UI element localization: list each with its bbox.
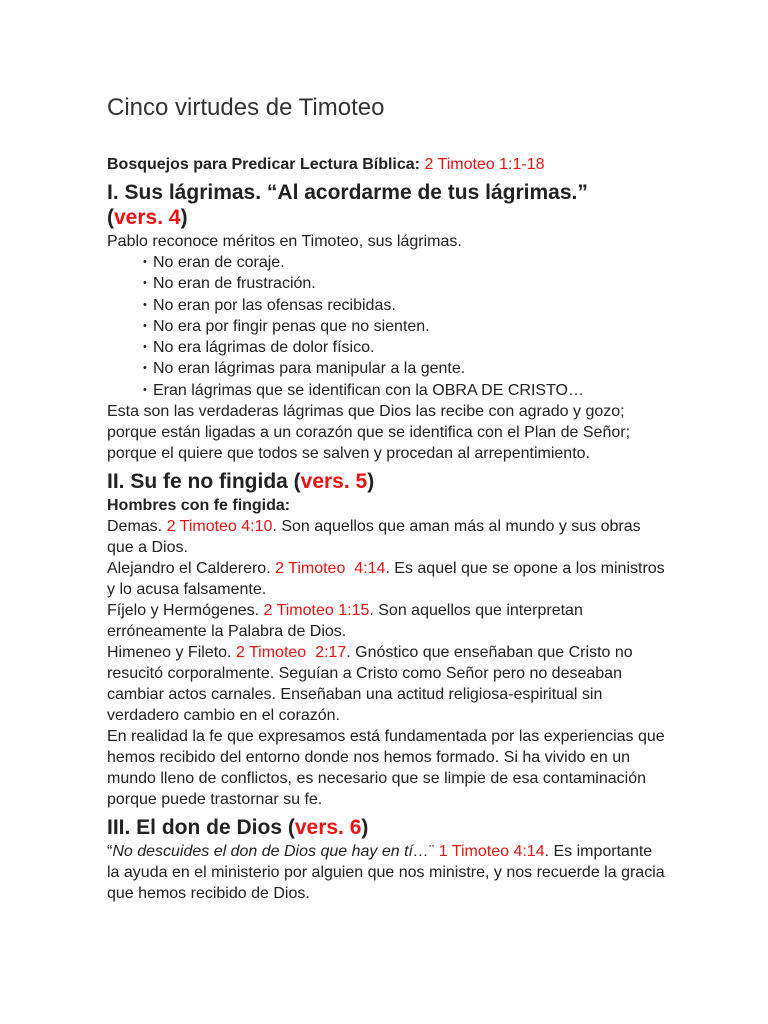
list-item (143, 337, 667, 358)
entry-name: Demas. (107, 518, 167, 536)
list-item-text: No era lágrimas de dolor físico. (153, 339, 375, 357)
section1-intro: Pablo reconoce méritos en Timoteo, sus lágrimas. (107, 233, 462, 250)
list-item-text: No eran lágrimas para manipular a la gente. (153, 360, 466, 378)
bullet-dot-icon: • (143, 362, 147, 375)
section2-entry (107, 642, 667, 726)
section1-closing: Esta son las verdaderas lágrimas que Dios las recibe con agrado y gozo; porque están ligadas a un corazón que se identifica con el Plan de Señor; porque el quiere que todos se salven y procedan al arrepentimiento. (107, 403, 631, 463)
section1-bullet-list (107, 252, 667, 401)
bullet-dot-icon: • (143, 341, 147, 354)
entry-reference-link[interactable]: 2 Timoteo 1:15 (263, 602, 370, 620)
bullet-dot-icon: • (143, 256, 147, 268)
section2-verse-link[interactable]: vers. 5 (300, 470, 368, 494)
section1-heading (107, 180, 667, 230)
section2-heading-close: ) (367, 470, 375, 494)
list-item-text: No era por fingir penas que no sienten. (153, 317, 430, 335)
section3-reference-link[interactable]: 1 Timoteo 4:14 (438, 843, 545, 861)
entry-text: . Gnóstico que enseñaban que Cristo no resucitó corporalmente. Seguían a Cristo como Señor pero no deseaban cambiar actos carnales. Enseñaban una actitud religiosa-espiritual sin verdadero cambio en el corazón. (107, 644, 633, 725)
section2-entry (107, 516, 667, 558)
section1-heading-paren-open: ( (107, 206, 114, 229)
list-item-text: No eran por las ofensas recibidas. (153, 296, 396, 314)
entry-text: . Son aquellos que interpretan erróneamente la Palabra de Dios. (107, 602, 583, 641)
list-item-text: Eran lágrimas que se identifican con la OBRA DE CRISTO… (153, 381, 584, 399)
section3-text: . Es importante la ayuda en el ministerio por alguien que nos ministre, y nos recuerde la gracia que hemos recibido de Dios. (107, 843, 665, 903)
entry-reference-link[interactable]: 2 Timoteo 2:17 (235, 644, 347, 662)
section2-entry (107, 558, 667, 600)
list-item (143, 316, 667, 337)
list-item (143, 273, 667, 294)
bullet-dot-icon: • (143, 383, 147, 396)
section3-verse-link[interactable]: vers. 6 (294, 816, 362, 840)
list-item (143, 252, 667, 273)
section2-closing: En realidad la fe que expresamos está fundamentada por las experiencias que hemos recibido del entorno donde nos hemos formado. Si ha vivido en un mundo lleno de conflictos, es necesario que se limpie de esa contaminación porque puede trastornar su fe. (107, 728, 665, 809)
quote-close-mark: ¨ (428, 843, 439, 861)
entry-reference-link[interactable]: 2 Timoteo 4:10 (166, 518, 273, 536)
section2-heading-text: II. Su fe no fingida ( (107, 470, 301, 494)
section3-heading-text: III. El don de Dios ( (107, 816, 295, 840)
section3-heading (107, 815, 667, 840)
entry-text: . Es aquel que se opone a los ministros y lo acusa falsamente. (107, 560, 665, 599)
section2-entry (107, 600, 667, 642)
list-item (143, 380, 667, 401)
section3-paragraph (107, 841, 667, 904)
bullet-dot-icon: • (143, 319, 147, 332)
bullet-dot-icon: • (143, 277, 147, 290)
page-title: Cinco virtudes de Timoteo (107, 94, 385, 121)
section3-quote: No descuides el don de Dios que hay en tí… (112, 843, 429, 861)
entry-name: Himeneo y Fileto. (107, 644, 236, 662)
bullet-dot-icon: • (143, 298, 147, 311)
section1-heading-paren-close: ) (180, 206, 188, 229)
quote-open-mark: “ (107, 843, 113, 861)
section2-subheading: Hombres con fe fingida: (107, 497, 291, 515)
list-item (143, 295, 667, 316)
list-item-text: No eran de coraje. (153, 254, 285, 271)
list-item (143, 358, 667, 379)
section1-verse-link[interactable]: vers. 4 (114, 206, 181, 229)
section2-heading (107, 469, 667, 494)
entry-name: Fíjelo y Hermógenes. (107, 602, 264, 620)
section1-heading-text: I. Sus lágrimas. “Al acordarme de tus lágrimas.” (107, 181, 588, 204)
list-item-text: No eran de frustración. (153, 275, 316, 293)
entry-name: Alejandro el Calderero. (107, 560, 276, 578)
section3-heading-close: ) (361, 816, 369, 840)
entry-reference-link[interactable]: 2 Timoteo 4:14 (275, 560, 386, 578)
subtitle-reference-link[interactable]: 2 Timoteo 1:1-18 (424, 156, 545, 173)
subtitle-label: Bosquejos para Predicar Lectura Bíblica: (107, 156, 420, 173)
entry-text: . Son aquellos que aman más al mundo y sus obras que a Dios. (107, 518, 641, 557)
document-content (107, 154, 667, 904)
subtitle-line (107, 154, 667, 175)
